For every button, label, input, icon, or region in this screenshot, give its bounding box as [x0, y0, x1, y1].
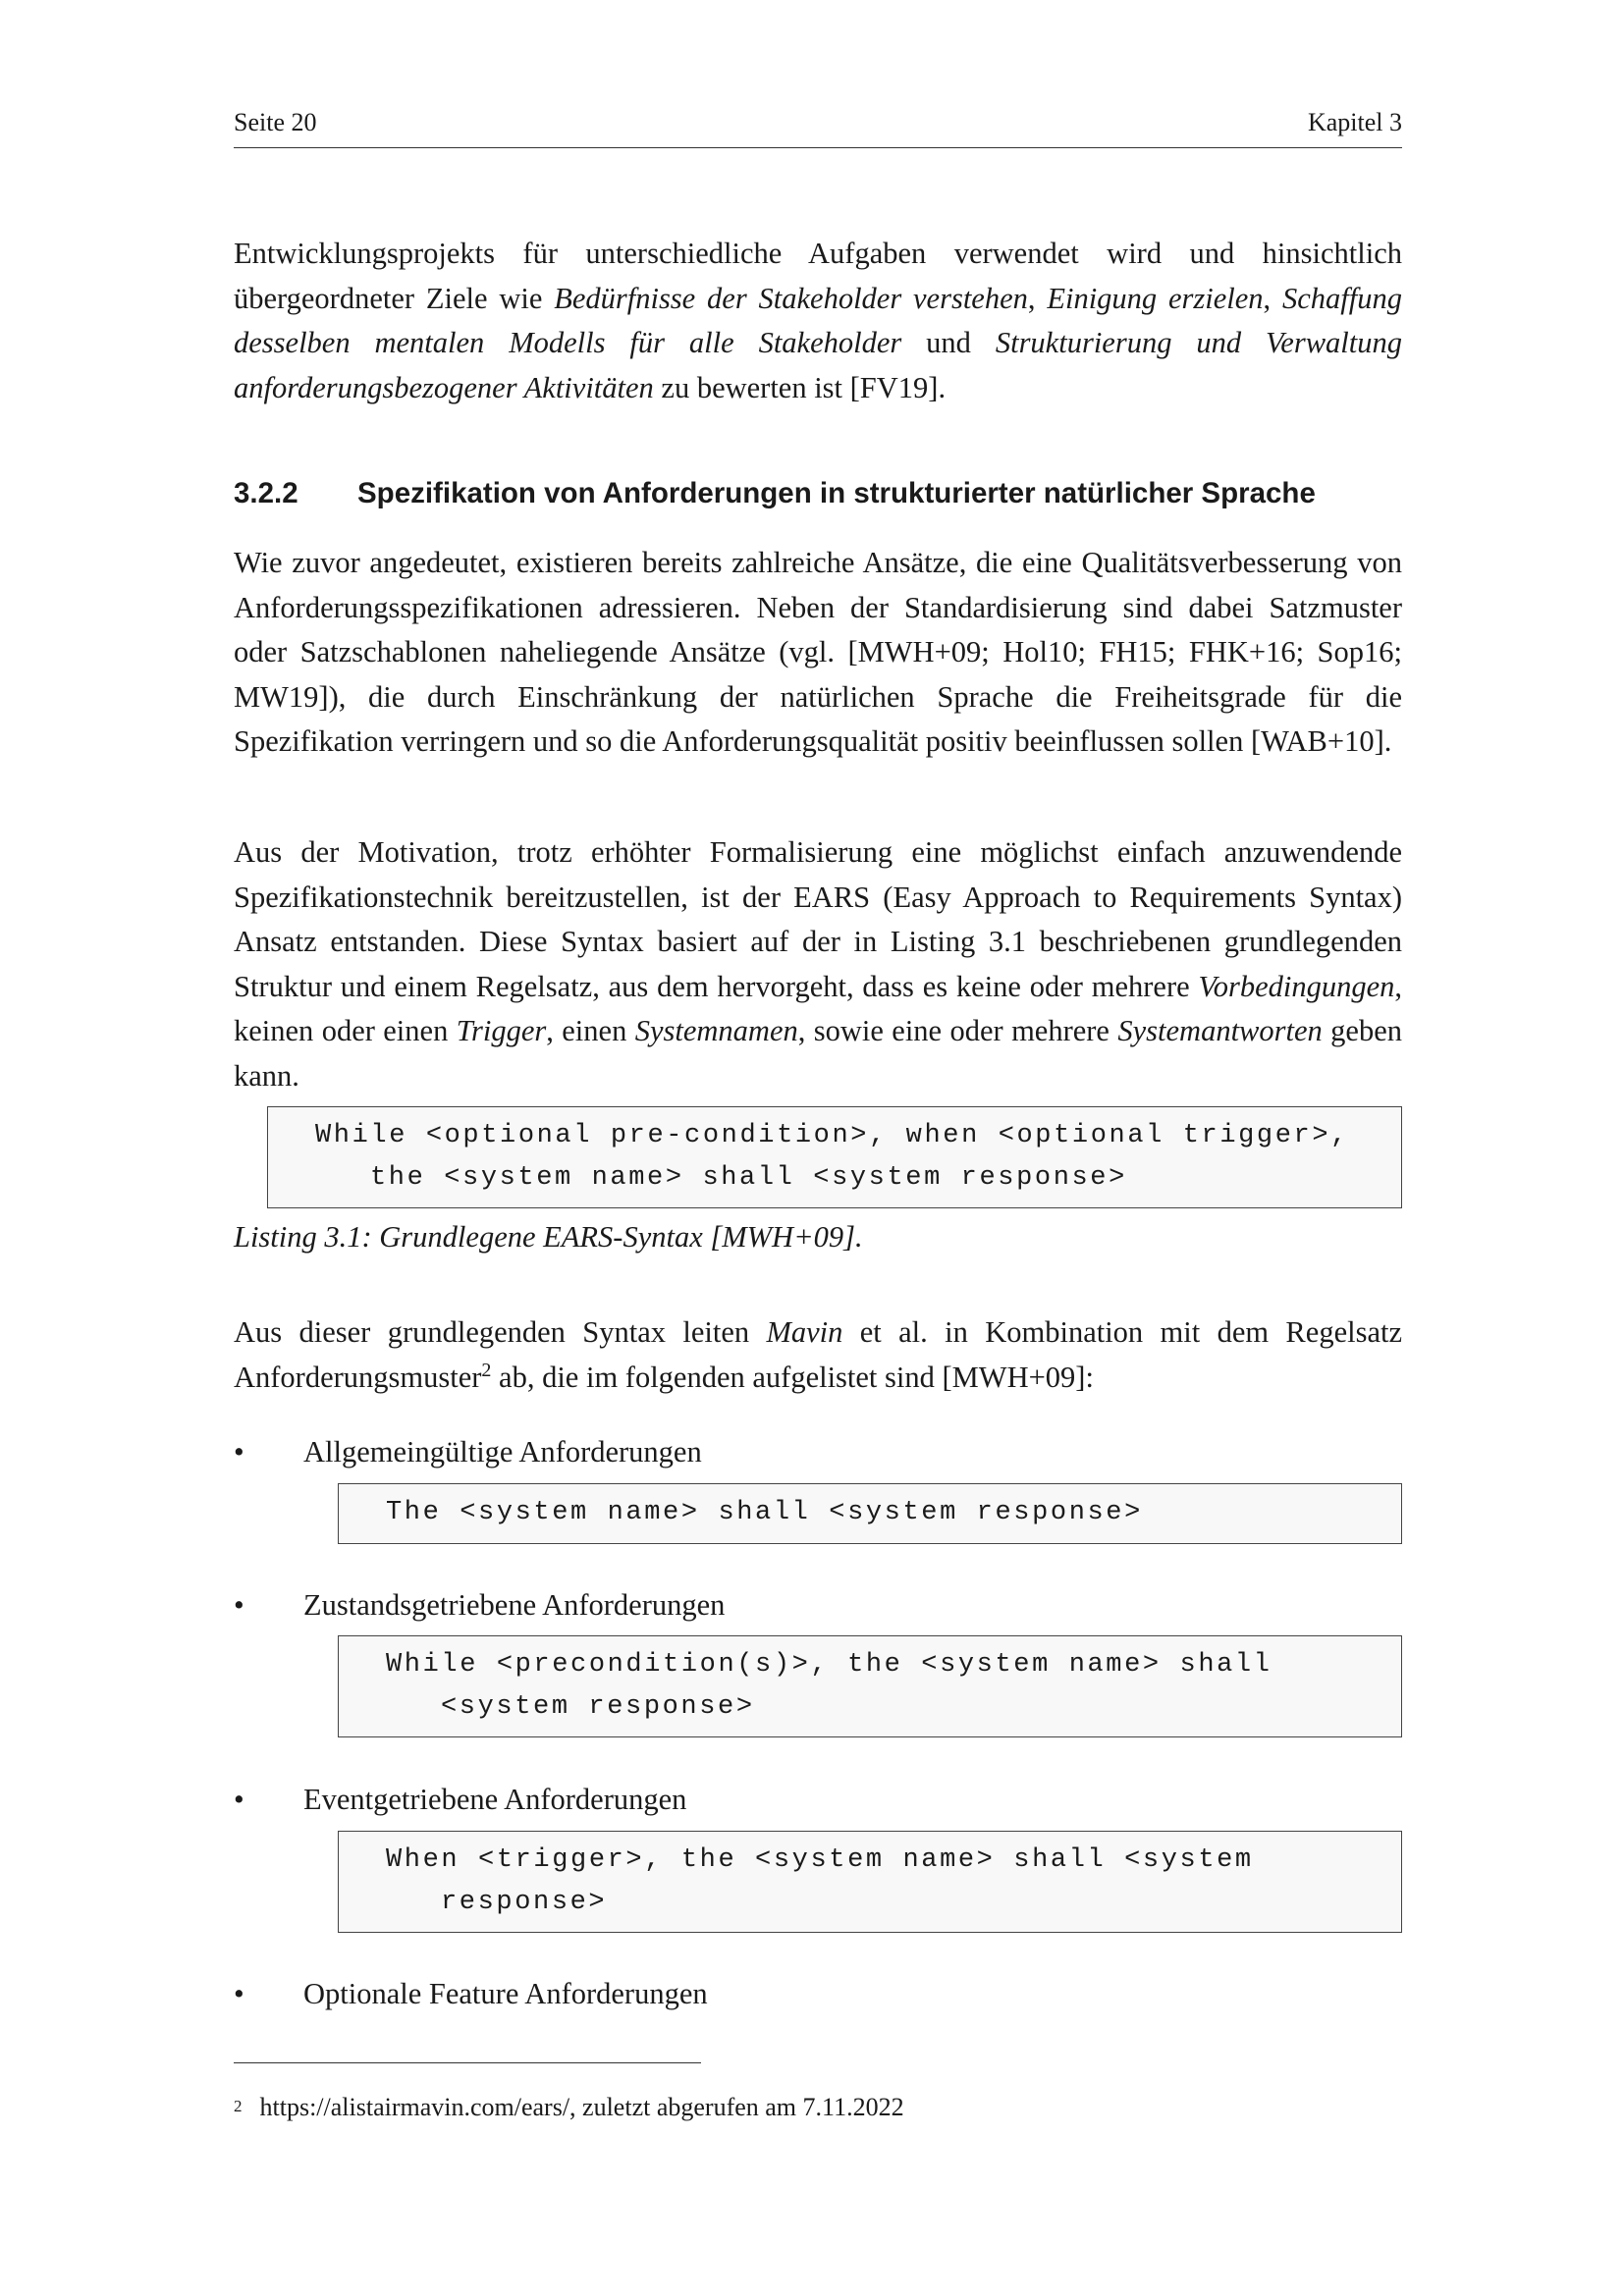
header-page-number: Seite 20 — [234, 108, 317, 136]
section-number: 3.2.2 — [234, 477, 298, 509]
emphasis-term: Vorbedingungen — [1198, 969, 1395, 1003]
footnote-text: https://alistairmavin.com/ears/, zuletzt abgerufen am 7.11.2022 — [259, 2093, 904, 2121]
section-title: Spezifikation von Anforderungen in strukturierter natürlicher Sprache — [357, 477, 1316, 509]
emphasis-term: Bedürfnisse der Stakeholder verstehen — [554, 281, 1028, 315]
emphasis-term: Einigung erzielen — [1047, 281, 1264, 315]
paragraph-3: Aus der Motivation, trotz erhöhter Formalisierung eine möglichst einfach anzuwendende Spezifikationstechnik bereitzustellen, ist der EARS (Easy Approach to Requirements Syntax) Ansatz entstanden. Diese Syntax basiert auf der in Listing 3.1 beschriebenen grundlegenden Struktur und einem Regelsatz, aus dem hervorgeht, dass es keine oder mehrere Vorbedingungen, keinen oder einen Trigger, einen Systemnamen, sowie eine oder mehrere Systemantworten geben kann. — [234, 835, 1402, 1093]
paragraph-2: Wie zuvor angedeutet, existieren bereits zahlreiche Ansätze, die eine Qualitätsverbesserung von Anforderungsspezifikationen adressieren. Neben der Standardisierung sind dabei Satzmuster oder Satzschablonen naheliegende Ansätze (vgl. [MWH+09; Hol10; FH15; FHK+16; Sop16; MW19]), die durch Einschränkung der natürlichen Sprache die Freiheitsgrade für die Spezifikation verringern und so die Anforderungsqualität positiv beeinflussen sollen [WAB+10]. — [234, 546, 1402, 758]
listing-code-box — [267, 1106, 1402, 1208]
paragraph-1: Entwicklungsprojekts für unterschiedliche Aufgaben verwendet wird und hinsichtlich übergeordneter Ziele wie Bedürfnisse der Stakeholder verstehen, Einigung erzielen, Schaffung desselben mentalen Modells für alle Stakeholder und Strukturierung und Verwaltung anforderungsbezogener Aktivitäten zu bewerten ist [FV19]. — [234, 237, 1402, 404]
emphasis-term: Schaffung desselben mentalen Modells für alle Stakeholder — [234, 281, 1402, 359]
running-header — [234, 106, 1402, 148]
paragraph-4: Aus dieser grundlegenden Syntax leiten Mavin et al. in Kombination mit dem Regelsatz Anforderungsmuster$^2$ ab, die im folgenden aufgelistet sind [MWH+09]: — [234, 1315, 1402, 1394]
list-item-label: Allgemeingültige Anforderungen — [303, 1435, 702, 1468]
list-item-label: Optionale Feature Anforderungen — [303, 1977, 708, 2010]
code-line: The <system name> shall <system response> — [386, 1498, 1143, 1527]
header-chapter: Kapitel 3 — [1307, 108, 1402, 136]
bullet-marker: • — [234, 1977, 244, 2010]
emphasis-term: Systemantworten — [1117, 1014, 1323, 1047]
footnote-mark: 2 — [234, 2097, 243, 2115]
code-line: the <system name> shall <system response> — [370, 1163, 1127, 1193]
bullet-marker: • — [234, 1783, 244, 1816]
emphasis-term: Mavin — [766, 1315, 843, 1349]
emphasis-term: Strukturierung und Verwaltung anforderungsbezogener Aktivitäten — [234, 326, 1402, 404]
emphasis-term: Trigger — [456, 1014, 547, 1047]
list-item-label: Eventgetriebene Anforderungen — [303, 1783, 687, 1816]
list-item-label: Zustandsgetriebene Anforderungen — [303, 1588, 726, 1622]
code-line: When <trigger>, the <system name> shall <system — [386, 1845, 1254, 1875]
bullet-marker: • — [234, 1435, 244, 1468]
footnote — [234, 2093, 904, 2122]
code-line: response> — [441, 1888, 608, 1917]
listing-caption: Listing 3.1: Grundlegene EARS-Syntax [MWH+09]. — [234, 1220, 863, 1254]
code-line: While <precondition(s)>, the <system name> shall — [386, 1650, 1272, 1680]
code-line: <system response> — [441, 1692, 755, 1722]
pattern-code-box — [338, 1635, 1402, 1737]
pattern-code-box — [338, 1831, 1402, 1933]
footnote-reference: 2 — [481, 1359, 492, 1381]
footnote-divider — [234, 2062, 701, 2063]
bullet-marker: • — [234, 1588, 244, 1622]
emphasis-term: Systemnamen — [634, 1014, 798, 1047]
pattern-code-box — [338, 1483, 1402, 1544]
code-line: While <optional pre-condition>, when <optional trigger>, — [315, 1121, 1349, 1150]
